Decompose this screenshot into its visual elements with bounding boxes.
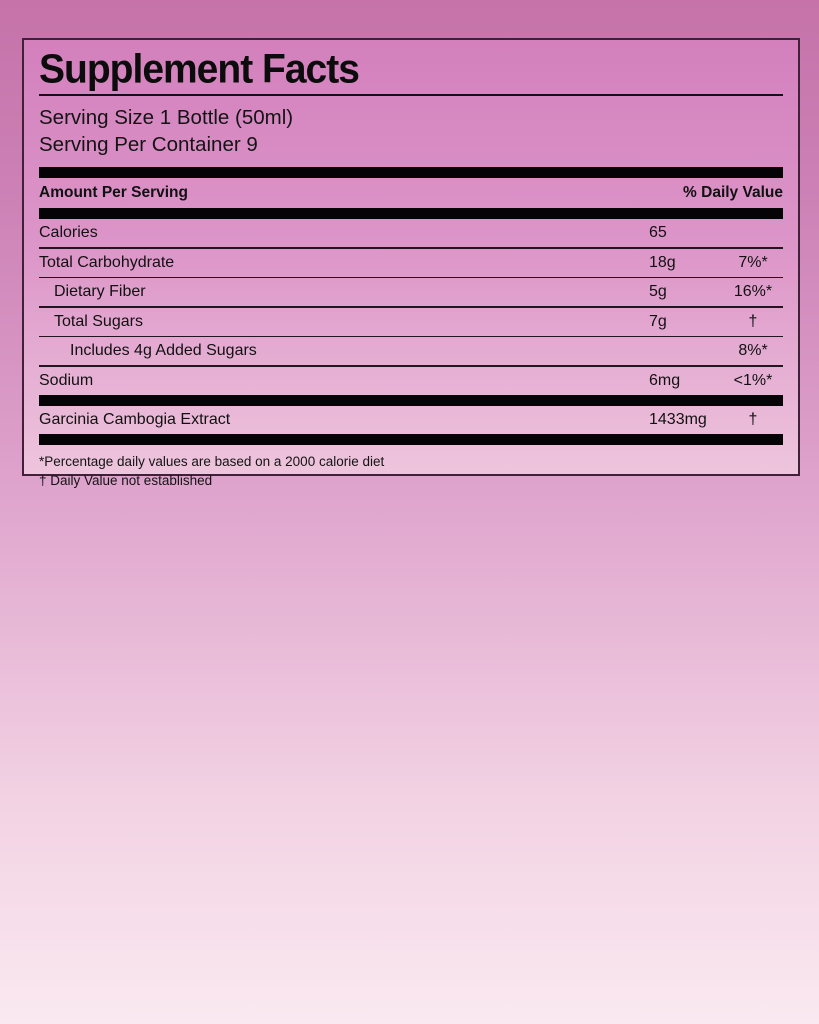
nutrient-daily-value: <1%* <box>733 371 773 389</box>
nutrient-name: Dietary Fiber <box>54 283 146 300</box>
nutrient-row <box>39 337 783 365</box>
nutrient-row <box>39 308 783 336</box>
column-header-row <box>39 178 783 208</box>
servings-per-container: Serving Per Container 9 <box>39 132 258 156</box>
nutrient-row <box>39 219 783 247</box>
nutrient-daily-value: 16%* <box>733 283 773 300</box>
nutrient-amount: 7g <box>649 312 667 330</box>
nutrient-row <box>39 406 783 434</box>
nutrient-name: Sodium <box>39 371 94 389</box>
nutrient-daily-value: † <box>748 312 758 330</box>
title-rule <box>39 94 783 96</box>
nutrient-daily-value: † <box>748 410 758 428</box>
nutrient-amount: 65 <box>649 224 667 241</box>
nutrient-daily-value: 7%* <box>738 253 768 271</box>
footnote-daily-values: *Percentage daily values are based on a 2000 calorie diet <box>39 453 385 469</box>
nutrient-name: Garcinia Cambogia Extract <box>39 410 231 428</box>
nutrient-row <box>39 367 783 395</box>
panel-title: Supplement Facts <box>39 47 359 92</box>
nutrient-row <box>39 249 783 277</box>
nutrient-rows <box>39 219 783 445</box>
column-header-daily-value: % Daily Value <box>683 184 783 201</box>
nutrient-name: Includes 4g Added Sugars <box>70 342 257 359</box>
nutrient-amount: 18g <box>649 253 676 271</box>
column-header-amount: Amount Per Serving <box>39 184 188 201</box>
nutrient-name: Total Carbohydrate <box>39 253 175 271</box>
serving-info <box>39 105 783 158</box>
nutrient-name: Calories <box>39 224 98 241</box>
nutrient-daily-value: 8%* <box>738 342 768 359</box>
nutrient-amount: 5g <box>649 283 667 300</box>
separator-bar-thick <box>39 208 783 219</box>
nutrient-amount: 6mg <box>649 371 681 389</box>
nutrient-amount: 1433mg <box>649 410 707 428</box>
serving-size: Serving Size 1 Bottle (50ml) <box>39 106 294 129</box>
separator-bar-thick <box>39 434 783 445</box>
nutrient-row <box>39 278 783 306</box>
separator-bar-thick <box>39 395 783 406</box>
footnotes <box>39 452 783 491</box>
nutrient-name: Total Sugars <box>54 312 143 330</box>
supplement-facts-panel <box>22 38 800 488</box>
footnote-dagger: † Daily Value not established <box>39 473 213 488</box>
separator-bar-thick <box>39 167 783 178</box>
